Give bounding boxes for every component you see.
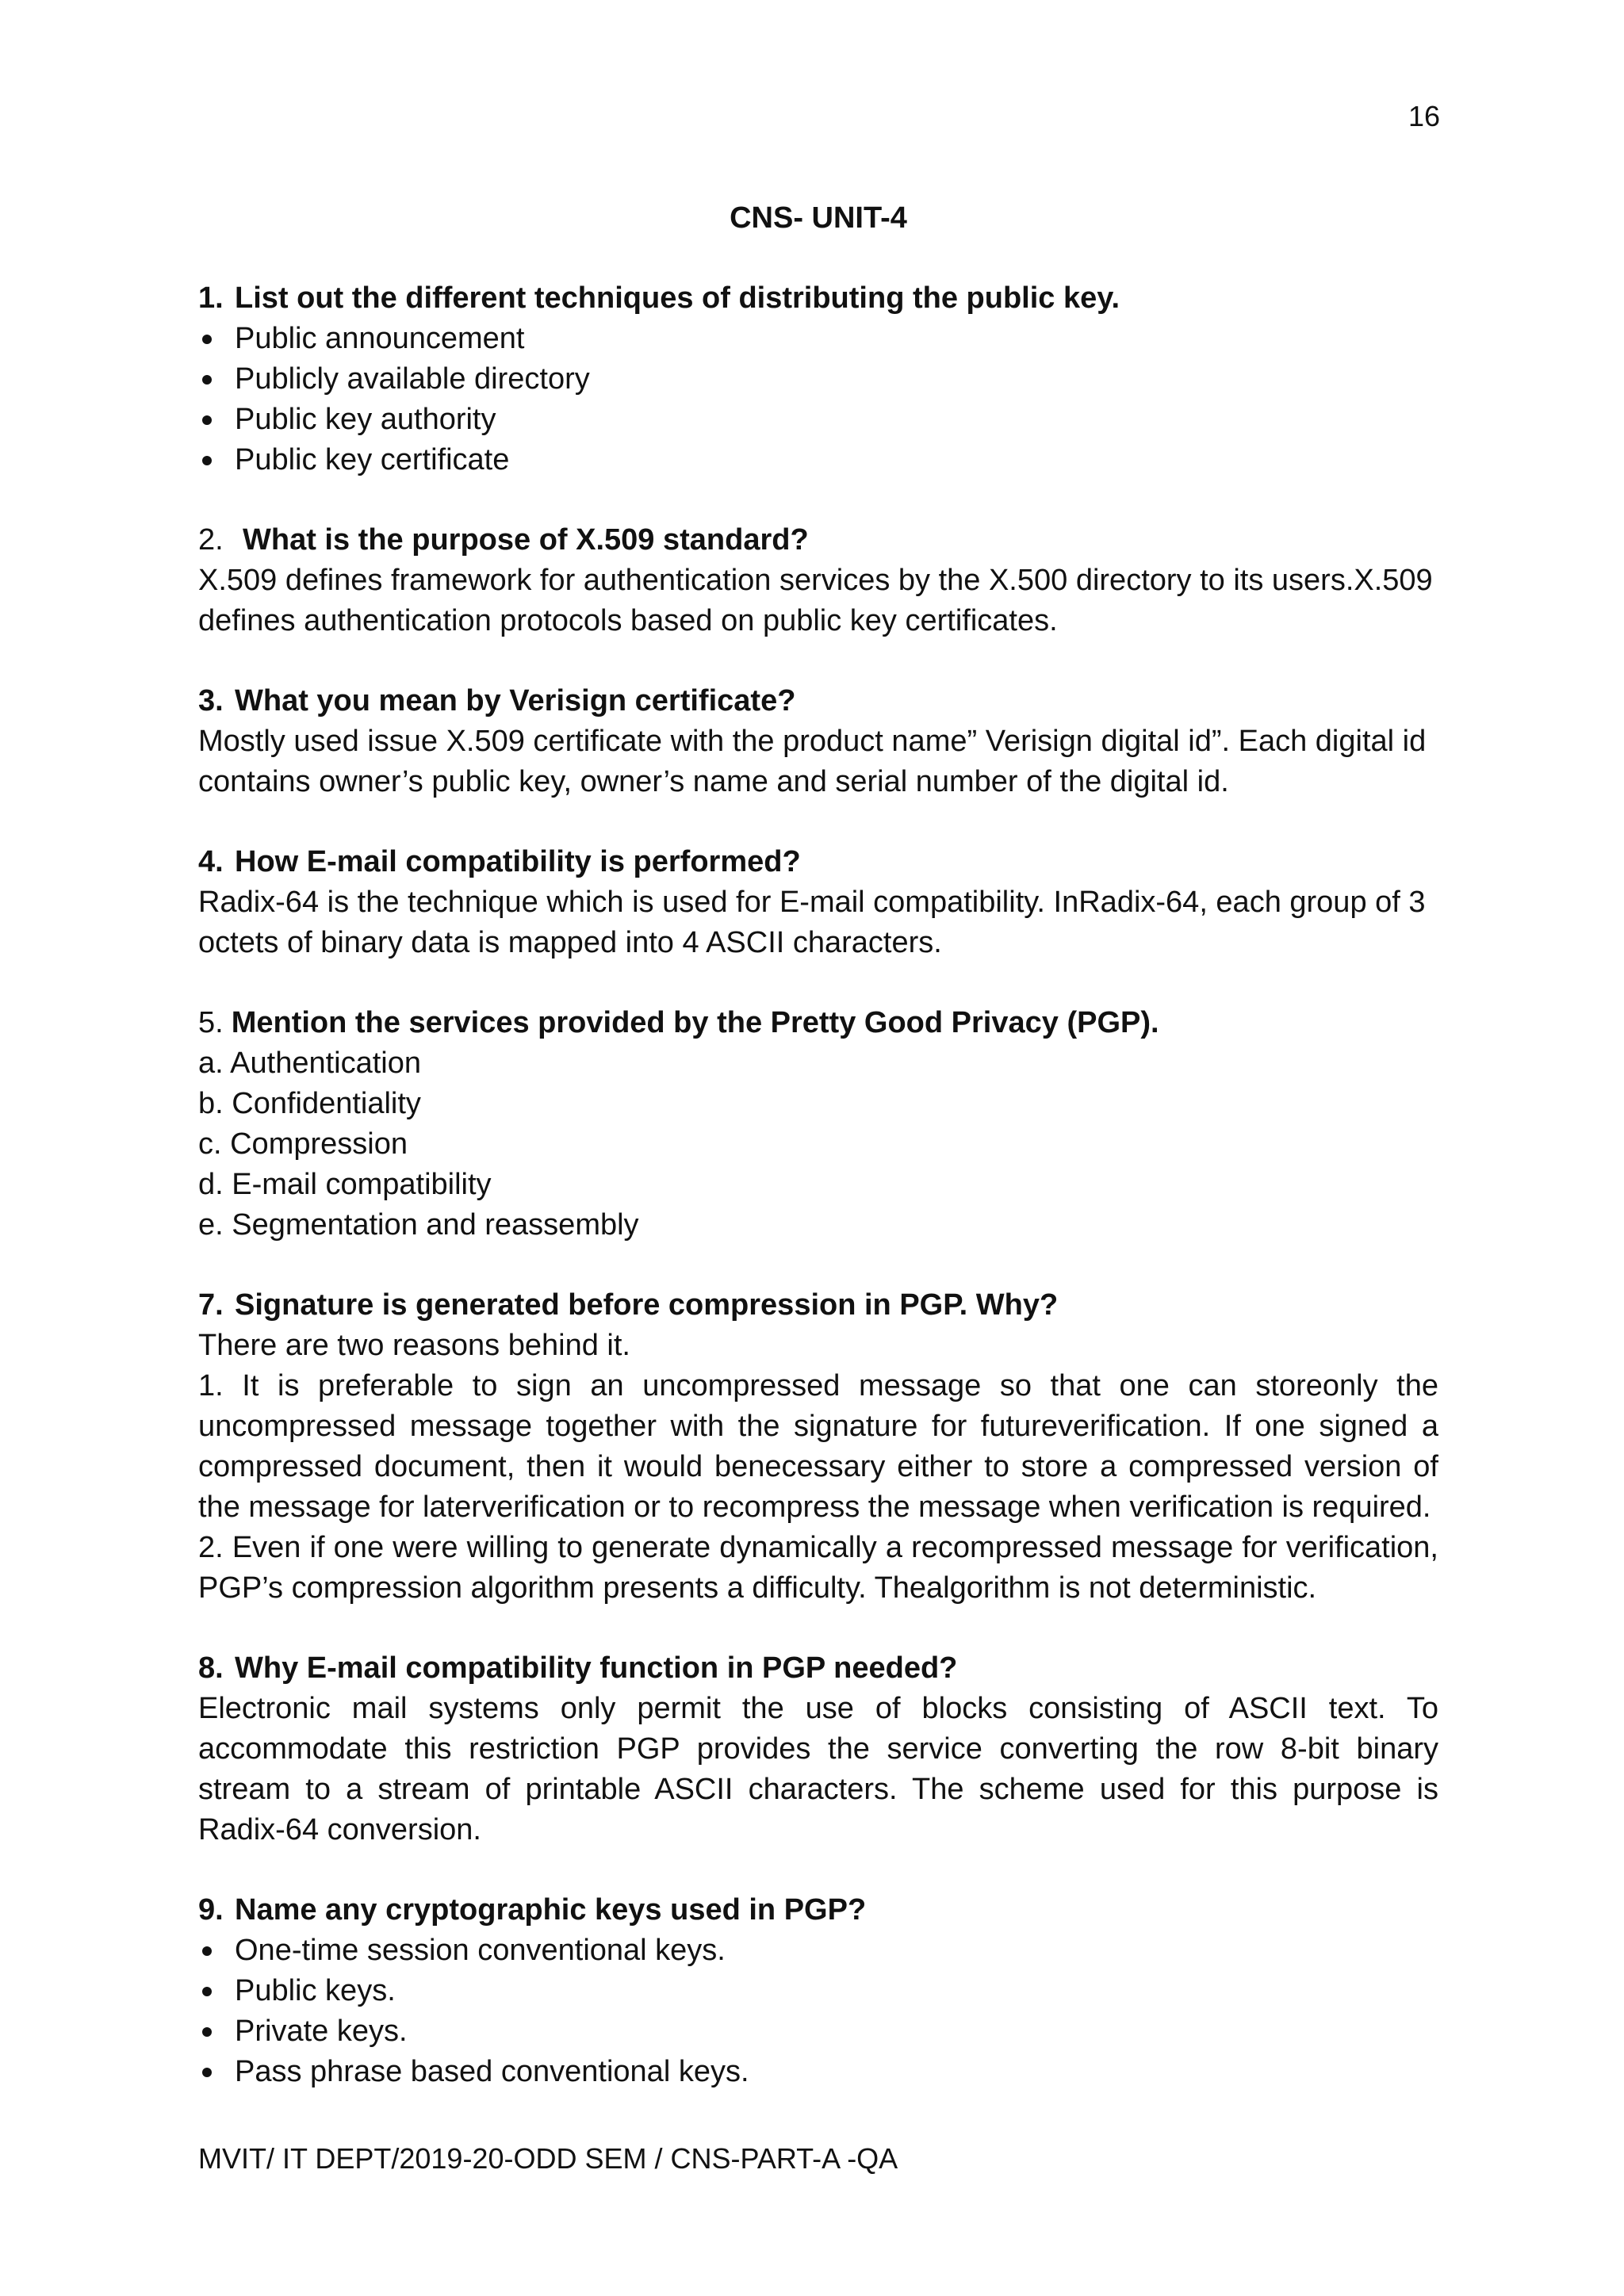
answer-bullet-list [198,1931,1438,2092]
list-item-text: Public key authority [235,403,496,436]
list-item-text: Pass phrase based conventional keys. [235,2055,749,2088]
list-item: e. Segmentation and reassembly [198,1208,639,1242]
page-footer: MVIT/ IT DEPT/2019-20-ODD SEM / CNS-PART-A -QA [198,2142,898,2175]
list-item: d. E-mail compatibility [198,1168,492,1201]
question-text: Name any cryptographic keys used in PGP? [235,1893,867,1927]
bullet-icon [198,319,235,359]
answer-text: X.509 defines framework for authentication services by the X.500 directory to its users.X.509 defines authentication protocols based on public key certificates. [198,564,1433,637]
question-9-section [198,1890,1438,2092]
page-content [198,198,1438,2132]
list-item-text: Public announcement [235,322,525,355]
question-number: 3. [198,684,224,718]
question-5-section [198,1003,1438,1246]
list-item: a. Authentication [198,1047,421,1080]
question-number: 5. [198,1006,224,1039]
answer-intro: There are two reasons behind it. [198,1329,630,1362]
list-item-text: One-time session conventional keys. [235,1934,726,1967]
list-item-text: Private keys. [235,2015,408,2048]
answer-text: Electronic mail systems only permit the use of blocks consisting of ASCII text. To accommodate this restriction PGP provides the service converting the row 8-bit binary stream to a stream of printable ASCII characters. The scheme used for this purpose is Radix-64 conversion. [198,1692,1438,1846]
bullet-icon [198,400,235,440]
question-number: 2. [198,523,224,557]
bullet-icon [198,359,235,400]
question-1 [198,278,1438,319]
question-4 [198,842,1438,882]
question-4-section [198,842,1438,963]
question-number: 8. [198,1651,224,1685]
list-item [198,2052,1438,2092]
answer-bullet-list [198,319,1438,480]
bullet-icon [198,1931,235,1971]
bullet-icon [198,1971,235,2011]
question-text: How E-mail compatibility is performed? [235,845,801,878]
list-item [198,319,1438,359]
list-item-text: Public keys. [235,1974,396,2007]
list-item [198,359,1438,400]
question-2 [198,520,1438,561]
bullet-icon [198,440,235,480]
question-text: Mention the services provided by the Pretty Good Privacy (PGP). [231,1006,1159,1039]
question-7 [198,1285,1438,1326]
question-text: List out the different techniques of distributing the public key. [235,281,1120,315]
question-3 [198,681,1438,721]
answer-reason-1: 1. It is preferable to sign an uncompressed message so that one can storeonly the uncompressed message together with the signature for futureverification. If one signed a compressed document, then it would benecessary either to store a compressed version of the message for laterverification or to recompress the message when verification is required. [198,1369,1438,1524]
document-title: CNS- UNIT-4 [730,201,907,235]
bullet-icon [198,2011,235,2052]
list-item: c. Compression [198,1127,408,1161]
list-item [198,1931,1438,1971]
list-item [198,2011,1438,2052]
list-item [198,400,1438,440]
question-9 [198,1890,1438,1931]
list-item-text: Public key certificate [235,443,510,476]
answer-text: Radix-64 is the technique which is used for E-mail compatibility. InRadix-64, each group of 3 octets of binary data is mapped into 4 ASCII characters. [198,886,1426,959]
question-text: Why E-mail compatibility function in PGP needed? [235,1651,958,1685]
list-item: b. Confidentiality [198,1087,421,1120]
question-1-section [198,278,1438,480]
question-8-section [198,1648,1438,1850]
question-number: 9. [198,1893,224,1927]
list-item-text: Publicly available directory [235,362,590,396]
answer-text: Mostly used issue X.509 certificate with the product name” Verisign digital id”. Each digital id contains owner’s public key, owner’s name and serial number of the digital id. [198,725,1427,798]
question-text: Signature is generated before compression in PGP. Why? [235,1288,1059,1322]
question-text: What is the purpose of X.509 standard? [243,523,809,557]
answer-reason-2: 2. Even if one were willing to generate dynamically a recompressed message for verification, PGP’s compression algorithm presents a difficulty. Thealgorithm is not deterministic. [198,1531,1438,1605]
page-number: 16 [1408,100,1441,132]
answer-lettered-list [198,1043,1438,1246]
question-8 [198,1648,1438,1689]
question-7-section [198,1285,1438,1609]
question-number: 1. [198,281,224,315]
question-5 [198,1003,1438,1043]
question-number: 7. [198,1288,224,1322]
list-item [198,1971,1438,2011]
list-item [198,440,1438,480]
question-text: What you mean by Verisign certificate? [235,684,796,718]
bullet-icon [198,2052,235,2092]
question-3-section [198,681,1438,802]
question-2-section [198,520,1438,641]
question-number: 4. [198,845,224,878]
